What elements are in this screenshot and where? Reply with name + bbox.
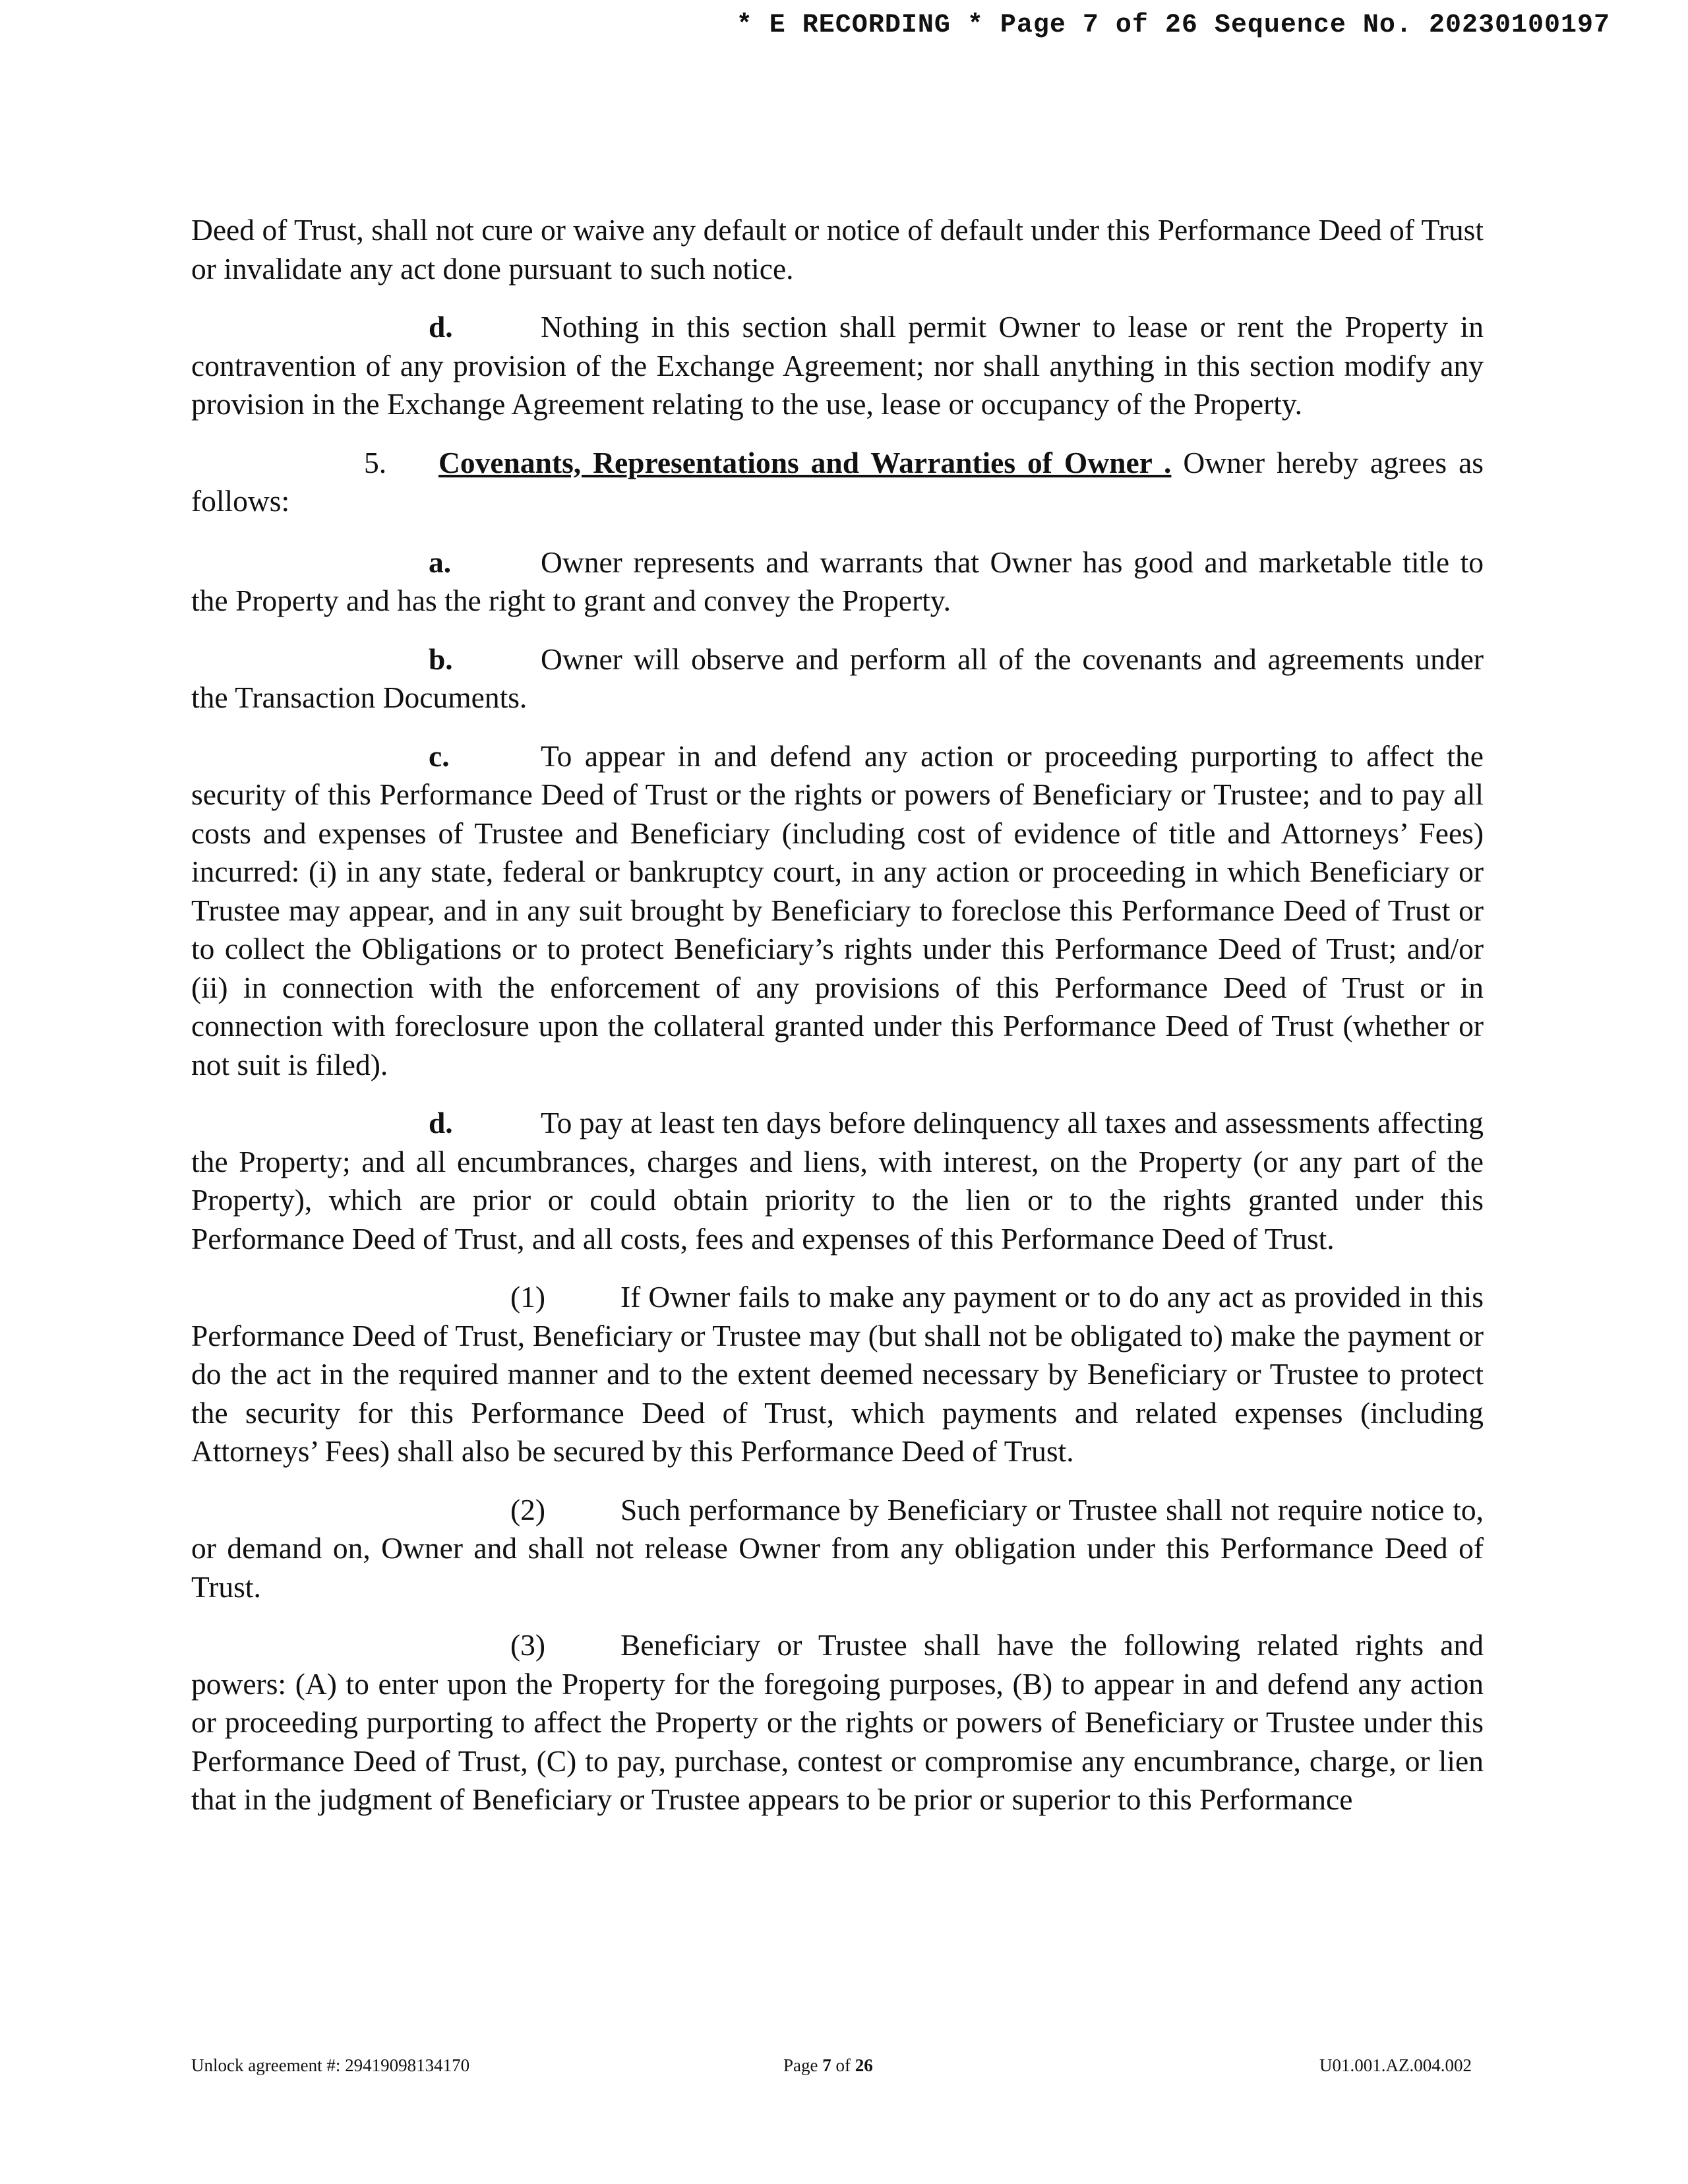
paragraph-label: (1) xyxy=(510,1280,546,1314)
paragraph-5a xyxy=(191,543,1484,621)
footer-document-code: U01.001.AZ.004.002 xyxy=(1319,2055,1472,2075)
paragraph-5d-2 xyxy=(191,1491,1484,1607)
footer-page-current: 7 xyxy=(822,2055,831,2075)
section-text: Owner hereby agrees as follows: xyxy=(191,445,1484,518)
paragraph-label: (2) xyxy=(510,1492,546,1527)
paragraph-text: Beneficiary or Trustee shall have the following related rights and powers: (A) to enter upon the Property for the foregoing purposes, (B) to appear in and defend any action or proceeding purporting to affect the Property or the rights or powers of Beneficiary or Trustee under this Performance Deed of Trust, (C) to pay, purchase, contest or compromise any encumbrance, charge, or lien that in the judgment of Beneficiary or Trustee appears to be prior or superior to this Performance xyxy=(191,1628,1484,1816)
document-body xyxy=(191,211,1484,1839)
paragraph-text: To pay at least ten days before delinquency all taxes and assessments affecting the Property; and all encumbrances, charges and liens, with interest, on the Property (or any part of the Property), which are prior or could obtain priority to the lien or to the rights granted under this Performance Deed of Trust, and all costs, fees and expenses of this Performance Deed of Trust. xyxy=(191,1106,1484,1256)
paragraph-text: Nothing in this section shall permit Owner to lease or rent the Property in contravention of any provision of the Exchange Agreement; nor shall anything in this section modify any provision in the Exchange Agreement relating to the use, lease or occupancy of the Property. xyxy=(191,310,1484,421)
paragraph-4d xyxy=(191,308,1484,424)
footer-page-prefix: Page xyxy=(783,2055,823,2075)
paragraph-continuation xyxy=(191,211,1484,288)
paragraph-5d-3 xyxy=(191,1626,1484,1819)
paragraph-label: b. xyxy=(429,642,453,676)
paragraph-label: d. xyxy=(429,1106,453,1139)
section-5 xyxy=(191,444,1484,521)
footer-page-of: of xyxy=(831,2055,855,2075)
paragraph-5b xyxy=(191,640,1484,717)
paragraph-text: If Owner fails to make any payment or to do any act as provided in this Performance Deed of Trust, Beneficiary or Trustee may (but shall not be obligated to) make the payment or do the act in the required manner and to the extent deemed necessary by Beneficiary or Trustee to protect the security for this Performance Deed of Trust, which payments and related expenses (including Attorneys’ Fees) shall also be secured by this Performance Deed of Trust. xyxy=(191,1280,1484,1468)
paragraph-label: (3) xyxy=(510,1628,546,1662)
paragraph-text: To appear in and defend any action or proceeding purporting to affect the security of this Performance Deed of Trust or the rights or powers of Beneficiary or Trustee; and to pay all costs and expenses of Trustee and Beneficiary (including cost of evidence of title and Attorneys’ Fees) incurred: (i) in any state, federal or bankruptcy court, in any action or proceeding in which Beneficiary or Trustee may appear, and in any suit brought by Beneficiary to foreclose this Performance Deed of Trust or to collect the Obligations or to protect Beneficiary’s rights under this Performance Deed of Trust; and/or (ii) in connection with the enforcement of any provisions of this Performance Deed of Trust or in connection with foreclosure upon the collateral granted under this Performance Deed of Trust (whether or not suit is filed). xyxy=(191,739,1484,1081)
footer-page-number xyxy=(783,2055,873,2076)
paragraph-5d xyxy=(191,1104,1484,1258)
recording-stamp-header: * E RECORDING * Page 7 of 26 Sequence No. 20230100197 xyxy=(736,11,1610,40)
paragraph-label: c. xyxy=(429,739,450,773)
paragraph-label: d. xyxy=(429,310,453,344)
paragraph-5d-1 xyxy=(191,1278,1484,1471)
footer-agreement-number: Unlock agreement #: 29419098134170 xyxy=(191,2055,470,2075)
paragraph-text: Owner will observe and perform all of the covenants and agreements under the Transaction Documents. xyxy=(191,642,1484,714)
paragraph-text: Owner represents and warrants that Owner has good and marketable title to the Property and has the right to grant and convey the Property. xyxy=(191,545,1484,617)
footer-page-total: 26 xyxy=(855,2055,873,2075)
paragraph-text: Deed of Trust, shall not cure or waive any default or notice of default under this Performance Deed of Trust or invalidate any act done pursuant to such notice. xyxy=(191,213,1484,286)
paragraph-5c xyxy=(191,737,1484,1085)
section-number: 5. xyxy=(364,445,387,479)
paragraph-label: a. xyxy=(429,545,452,579)
paragraph-text: Such performance by Beneficiary or Trustee shall not require notice to, or demand on, Owner and shall not release Owner from any obligation under this Performance Deed of Trust. xyxy=(191,1492,1484,1604)
section-heading: Covenants, Representations and Warranties of Owner . xyxy=(438,445,1172,479)
